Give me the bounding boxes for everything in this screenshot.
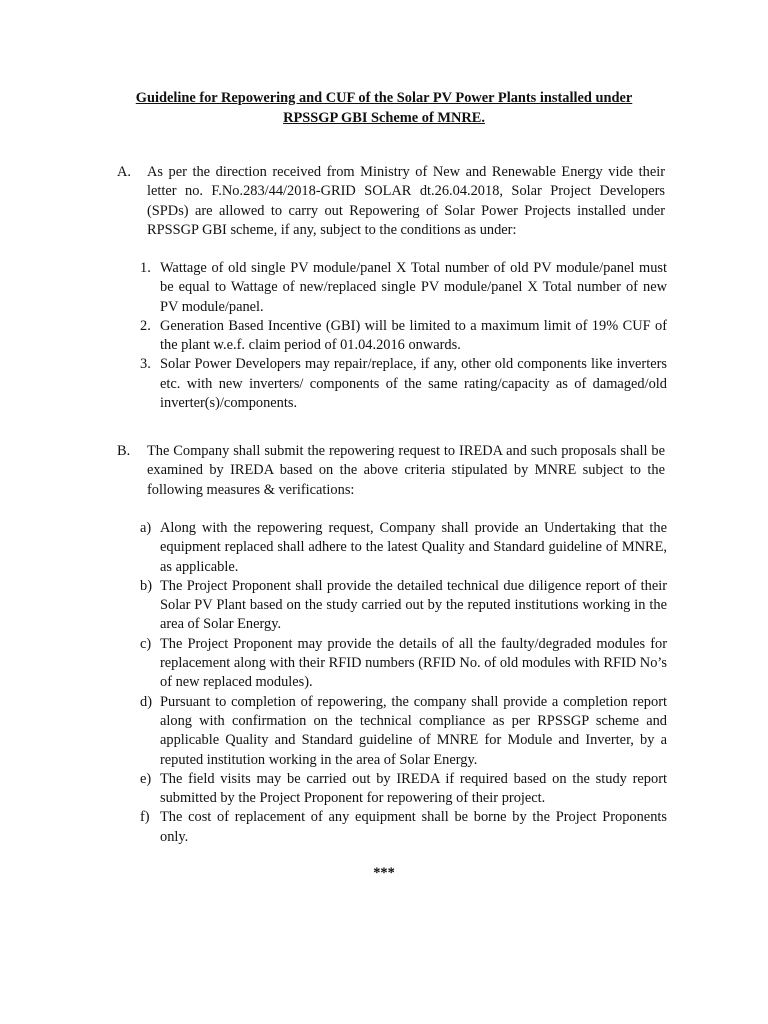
measure-item — [140, 635, 667, 693]
condition-text: Generation Based Incentive (GBI) will be limited to a maximum limit of 19% CUF of the plant w.e.f. claim period of 01.04.2016 onwards. — [160, 317, 667, 354]
conditions-list — [140, 259, 667, 413]
measures-list — [140, 519, 667, 847]
measure-text: The Project Proponent may provide the details of all the faulty/degraded modules for replacement along with their RFID numbers (RFID No. of old modules with RFID No’s of new replaced modules). — [160, 635, 667, 691]
measure-item — [140, 808, 667, 847]
section-b-text: The Company shall submit the repowering request to IREDA and such proposals shall be examined by IREDA based on the above criteria stipulated by MNRE subject to the following measures & verifications: — [147, 443, 665, 498]
measure-item — [140, 693, 667, 770]
condition-text: Wattage of old single PV module/panel X Total number of old PV module/panel must be equal to Wattage of new/replaced single PV module/panel X Total number of new PV module/panel. — [160, 260, 667, 315]
section-a-letter: A. — [117, 164, 131, 180]
measure-marker: c) — [140, 635, 152, 652]
end-mark: *** — [373, 865, 395, 881]
measure-item — [140, 519, 667, 577]
condition-item — [140, 259, 667, 317]
section-b — [117, 442, 667, 500]
section-a — [117, 163, 667, 240]
title-line-2: RPSSGP GBI Scheme of MNRE. — [283, 110, 485, 126]
measure-marker: f) — [140, 809, 150, 826]
measure-text: Pursuant to completion of repowering, the company shall provide a completion report along with confirmation on the technical compliance as per RPSSGP scheme and applicable Quality and Standard guideline of MNRE for Module and Inverter, by a reputed institution working in the area of Solar Energy. — [160, 693, 667, 768]
measure-item — [140, 770, 667, 809]
measure-item — [140, 577, 667, 635]
condition-marker: 2. — [140, 317, 151, 334]
condition-marker: 3. — [140, 356, 151, 373]
condition-item — [140, 355, 667, 413]
measure-marker: b) — [140, 577, 152, 594]
measure-text: The cost of replacement of any equipment shall be borne by the Project Proponents only. — [160, 809, 667, 845]
condition-text: Solar Power Developers may repair/replace, if any, other old components like inverters etc. with new inverters/ components of the same rating/capacity as of damaged/old inverter(s)/components. — [160, 356, 667, 412]
section-a-text: As per the direction received from Ministry of New and Renewable Energy vide their letter no. F.No.283/44/2018-GRID SOLAR dt.26.04.2018, Solar Project Developers (SPDs) are allowed to carry out Repowering of Solar Power Projects installed under RPSSGP GBI scheme, if any, subject to the conditions as under: — [147, 164, 665, 238]
title-line-1: Guideline for Repowering and CUF of the Solar PV Power Plants installed under — [135, 90, 633, 106]
measure-marker: d) — [140, 693, 152, 710]
measure-text: The field visits may be carried out by IREDA if required based on the study report submitted by the Project Proponent for repowering of their project. — [160, 770, 667, 807]
measure-text: Along with the repowering request, Company shall provide an Undertaking that the equipment replaced shall adhere to the latest Quality and Standard guideline of MNRE, as applicable. — [160, 520, 667, 575]
condition-marker: 1. — [140, 260, 151, 276]
measure-text: The Project Proponent shall provide the detailed technical due diligence report of their Solar PV Plant based on the study carried out by the reputed institutions working in the area of Solar Energy. — [160, 577, 667, 633]
document-title — [0, 88, 768, 128]
section-b-letter: B. — [117, 443, 131, 459]
measure-marker: a) — [140, 520, 152, 536]
condition-item — [140, 317, 667, 356]
measure-marker: e) — [140, 770, 152, 787]
